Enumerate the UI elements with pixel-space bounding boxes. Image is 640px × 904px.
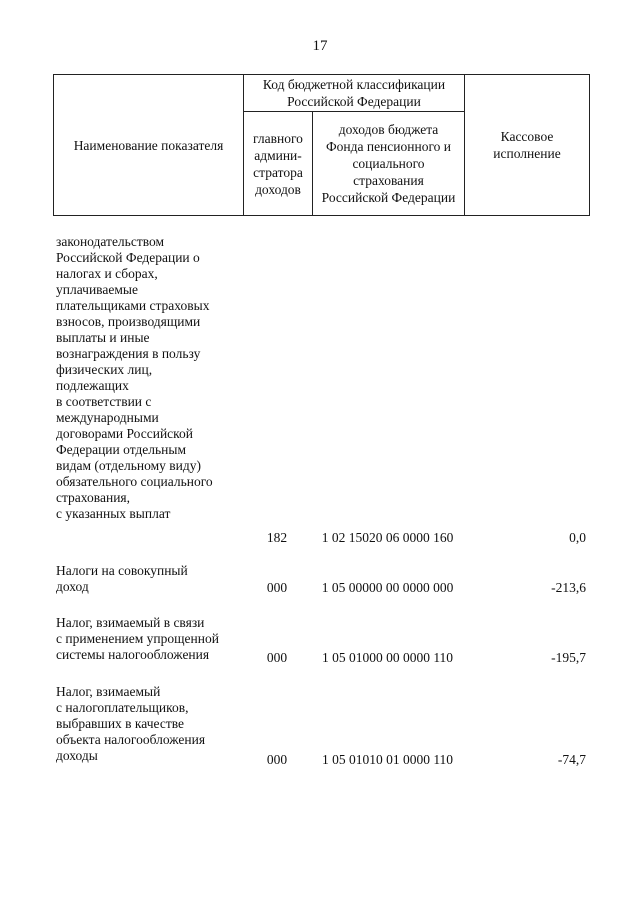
row-name: законодательством Российской Федерации о налогах и сборах, уплачиваемые плательщиками страховых взносов, производящими выплаты и иные вознаграждения в пользу физических лиц, подлежащих в соответствии с международными договорами Российской Федерации отдельным видам (отдельному виду) обязательного социального страхования, с указанных выплат — [56, 234, 213, 521]
row-budget-code: 1 05 01010 01 0000 110 — [321, 752, 454, 767]
row-admin-code: 000 — [266, 650, 288, 665]
row-execution-value: 0,0 — [569, 530, 586, 545]
row-budget-code: 1 05 01000 00 0000 110 — [321, 650, 454, 665]
header-col-code-group: Код бюджетной классификации Российской Федерации — [262, 77, 446, 109]
header-col-revenue: доходов бюджета Фонда пенсионного и социального страхования Российской Федерации — [321, 122, 456, 205]
table-header — [53, 74, 590, 216]
row-name: Налог, взимаемый в связи с применением упрощенной системы налогообложения — [56, 615, 219, 662]
row-execution-value: -74,7 — [557, 752, 586, 767]
row-execution-value: -213,6 — [551, 580, 586, 595]
row-name: Налог, взимаемый с налогоплательщиков, выбравших в качестве объекта налогообложения доходы — [56, 684, 206, 763]
row-budget-code: 1 05 00000 00 0000 000 — [321, 580, 454, 595]
row-admin-code: 182 — [266, 530, 288, 545]
row-budget-code: 1 02 15020 06 0000 160 — [321, 530, 454, 545]
page-number: 17 — [312, 38, 328, 54]
header-col-admin: главного админи-стратора доходов — [253, 130, 303, 197]
row-admin-code: 000 — [266, 580, 288, 595]
row-execution-value: -195,7 — [551, 650, 586, 665]
row-name: Налоги на совокупный доход — [56, 563, 188, 594]
header-col-name: Наименование показателя — [73, 137, 224, 153]
header-col-execution: Кассовое исполнение — [493, 129, 561, 161]
row-admin-code: 000 — [266, 752, 288, 767]
